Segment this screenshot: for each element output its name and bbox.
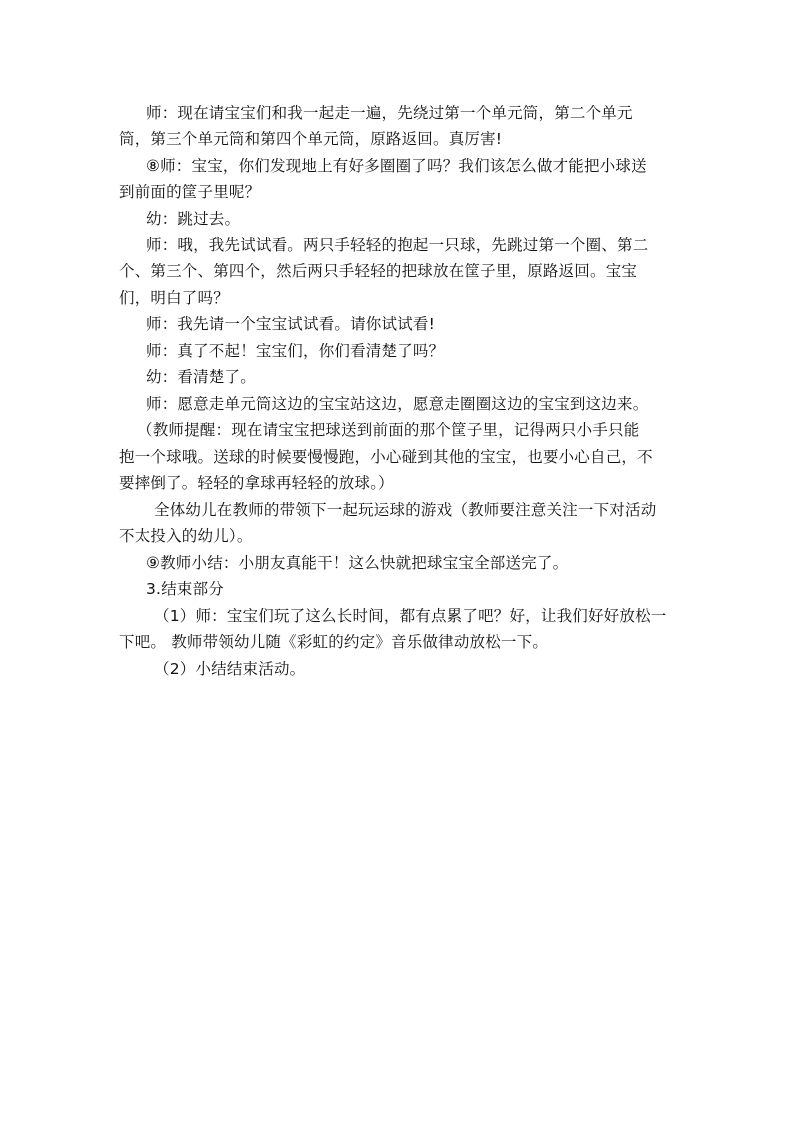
paragraph-line: 师：真了不起！宝宝们，你们看清楚了吗？ [146,342,445,360]
paragraph-line: 全体幼儿在教师的带领下一起玩运球的游戏（教师要注意关注一下对活动 [154,501,657,519]
paragraph-line: 抱一个球哦。送球的时候要慢慢跑，小心碰到其他的宝宝，也要小心自己，不 [119,448,653,466]
paragraph-line: 们，明白了吗？ [119,289,229,307]
paragraph-line: （1）师：宝宝们玩了这么长时间，都有点累了吧？好，让我们好好放松一 [154,607,667,625]
paragraph-line: 个、第三个、第四个，然后两只手轻轻的把球放在筐子里，原路返回。宝宝 [119,262,638,280]
paragraph-line: 到前面的筐子里呢？ [119,183,261,201]
paragraph-line: 幼：看清楚了。 [146,368,256,386]
paragraph-line: 师：现在请宝宝们和我一起走一遍，先绕过第一个单元筒，第二个单元 [146,104,633,122]
paragraph-line: ⑨教师小结：小朋友真能干！这么快就把球宝宝全部送完了。 [146,554,569,572]
paragraph-line: 师：我先请一个宝宝试试看。请你试试看! [146,315,436,333]
paragraph-line: 不太投入的幼儿）。 [119,527,253,545]
paragraph-line: 幼：跳过去。 [146,210,241,228]
paragraph-line: 筒，第三个单元筒和第四个单元筒，原路返回。真厉害! [119,130,503,148]
paragraph-line: 师：哦，我先试试看。两只手轻轻的抱起一只球，先跳过第一个圈、第二 [146,236,649,254]
paragraph-line: 下吧。 教师带领幼儿随《彩虹的约定》音乐做律动放松一下。 [119,633,549,651]
paragraph-line: 师：愿意走单元筒这边的宝宝站这边，愿意走圈圈这边的宝宝到这边来。 [146,395,649,413]
paragraph-line: ⑧师：宝宝，你们发现地上有好多圈圈了吗？我们该怎么做才能把小球送 [146,157,647,175]
section-heading: 3.结束部分 [146,580,224,598]
paragraph-line: （教师提醒：现在请宝宝把球送到前面的那个筐子里，记得两只小手只能 [137,421,640,439]
paragraph-line: 要摔倒了。轻轻的拿球再轻轻的放球。） [119,474,394,492]
paragraph-line: （2）小结结束活动。 [154,660,306,678]
